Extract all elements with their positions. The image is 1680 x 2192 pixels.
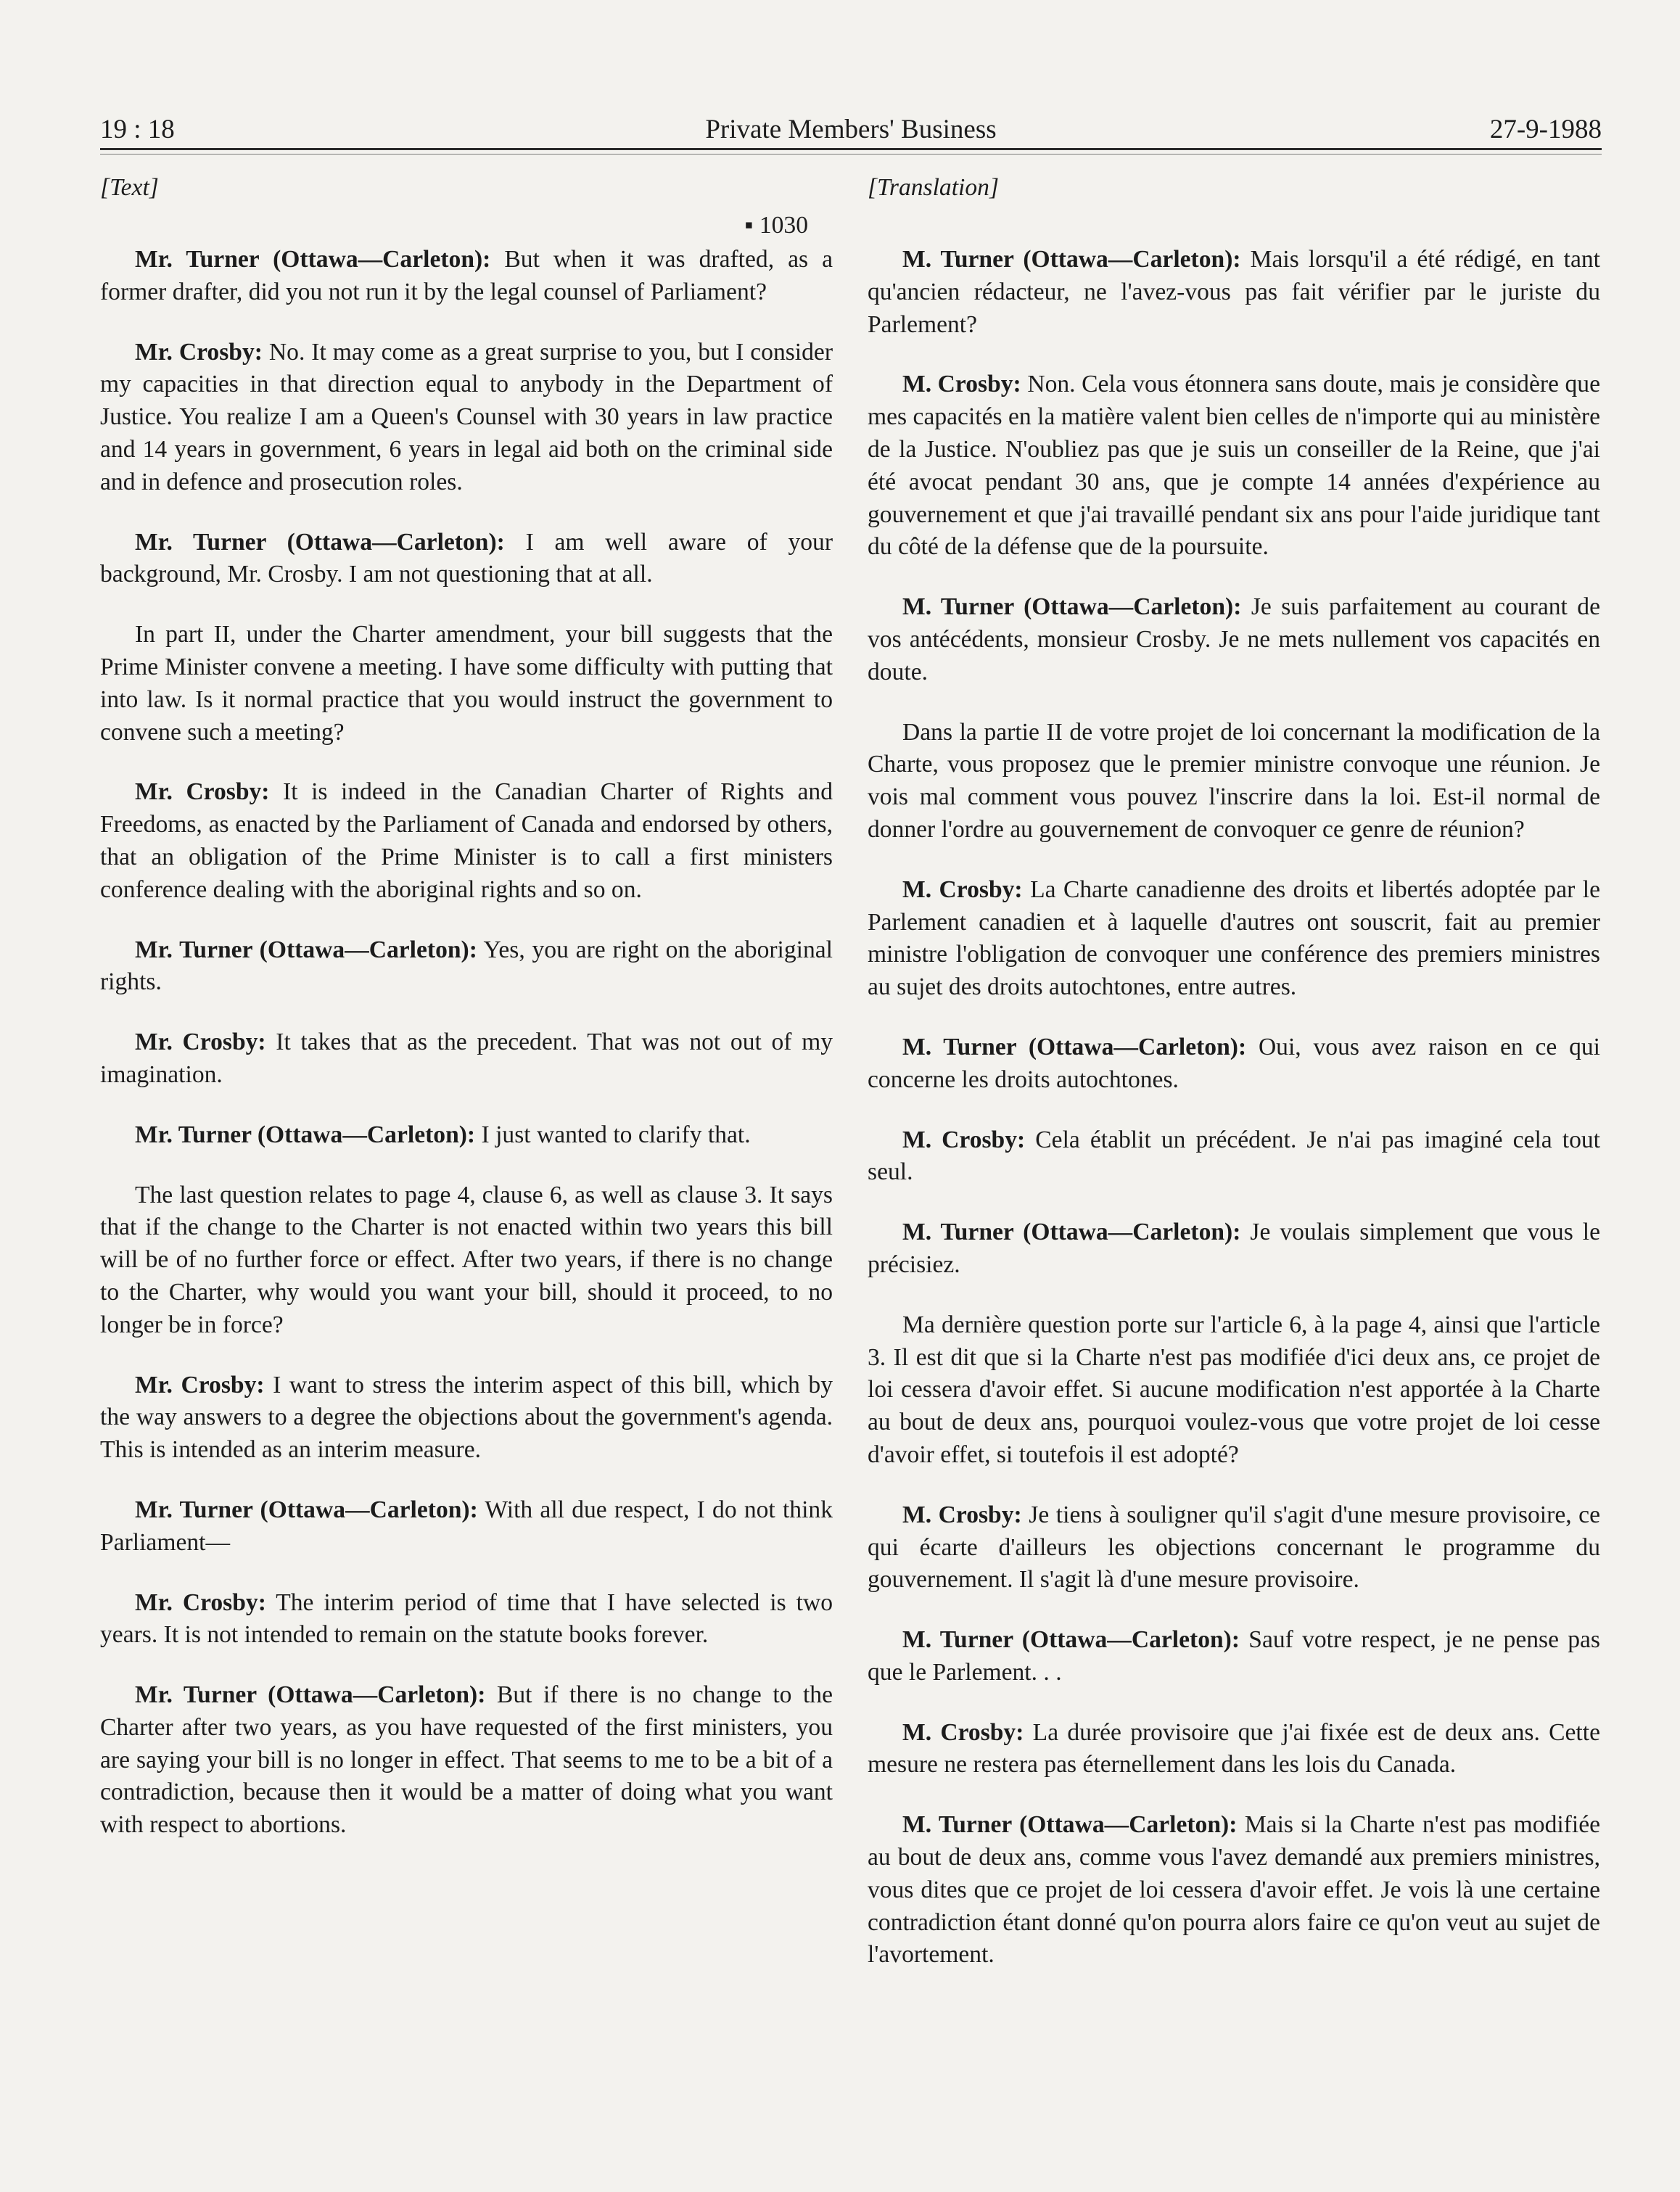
speaker-name: Mr. Crosby: xyxy=(135,1589,266,1616)
transcript-paragraph xyxy=(100,619,833,749)
speech-text: Yes, you are right on the aboriginal rights. xyxy=(100,936,833,996)
transcript-paragraph xyxy=(100,1494,833,1559)
speech-text: It is indeed in the Canadian Charter of Rights and Freedoms, as enacted by the Parliament of Canada and endorsed by others, that an obligation of the Prime Minister is to call a first ministers conference dealing with the aboriginal rights and so on. xyxy=(100,778,833,903)
speaker-name: M. Crosby: xyxy=(902,875,1023,903)
transcript-paragraph xyxy=(868,244,1600,341)
transcript-paragraph xyxy=(868,874,1600,1004)
speech-text: Dans la partie II de votre projet de loi concernant la modification de la Charte, vous proposez que le premier ministre convoque une réunion. Je vois mal comment vous pouvez l'inscrire dans la loi. Est-il normal de donner l'ordre au gouvernement de convoquer ce genre de réunion? xyxy=(868,718,1600,843)
column-label-translation: [Translation] xyxy=(868,174,1000,201)
french-column xyxy=(868,168,1600,1999)
speech-text: Je suis parfaitement au courant de vos antécédents, monsieur Crosby. Je ne mets nullement vos capacités en doute. xyxy=(868,593,1600,685)
speech-text: La Charte canadienne des droits et libertés adoptée par le Parlement canadien et à laquelle d'autres ont souscrit, fait au premier ministre l'obligation de convoquer une conférence des premiers ministres au sujet des droits autochtones, entre autres. xyxy=(868,875,1600,1001)
speech-text: Je tiens à souligner qu'il s'agit d'une mesure provisoire, ce qui écarte d'ailleurs les objections concernant le programme du gouvernement. Il s'agit là d'une mesure provisoire. xyxy=(868,1501,1600,1594)
page-title: Private Members' Business xyxy=(705,115,997,144)
english-transcript xyxy=(100,244,833,1842)
page-date: 27-9-1988 xyxy=(1489,115,1602,144)
speech-text: I want to stress the interim aspect of this bill, which by the way answers to a degree the objections about the government's agenda. This is intended as an interim measure. xyxy=(100,1371,833,1464)
transcript-paragraph xyxy=(868,1309,1600,1472)
speaker-name: M. Turner (Ottawa—Carleton): xyxy=(902,1811,1238,1839)
transcript-paragraph xyxy=(868,1809,1600,1971)
transcript-paragraph xyxy=(100,527,833,592)
transcript-paragraph xyxy=(100,1119,833,1152)
speaker-name: Mr. Crosby: xyxy=(135,338,263,366)
speech-text: Mais lorsqu'il a été rédigé, en tant qu'ancien rédacteur, ne l'avez-vous pas fait vérifier par le juriste du Parlement? xyxy=(868,246,1600,338)
speech-text: Sauf votre respect, je ne pense pas que le Parlement. . . xyxy=(868,1626,1600,1686)
speech-text: Mais si la Charte n'est pas modifiée au bout de deux ans, comme vous l'avez demandé aux premiers ministres, vous dites que ce projet de loi cessera d'avoir effet. Je vois là une certaine contradiction étant donné qu'on pourra alors faire ce qu'on veut au sujet de l'avortement. xyxy=(868,1811,1600,1969)
speech-text: It takes that as the precedent. That was not out of my imagination. xyxy=(100,1029,833,1088)
speech-text: The last question relates to page 4, clause 6, as well as clause 3. It says that if the change to the Charter is not enacted within two years this bill will be of no further force or effect. After two years, if there is no change to the Charter, why would you want your bill, should it proceed, to no longer be in force? xyxy=(100,1181,833,1338)
speaker-name: Mr. Turner (Ottawa—Carleton): xyxy=(135,936,477,963)
transcript-paragraph xyxy=(868,368,1600,564)
header-rule xyxy=(100,148,1602,150)
french-transcript xyxy=(868,244,1600,1971)
speech-text: Non. Cela vous étonnera sans doute, mais je considère que mes capacités en la matière valent bien celles de n'importe qui au ministère de la Justice. N'oubliez pas que je suis un conseiller de la Reine, que j'ai été avocat pendant 30 ans, que je compte 14 années d'expérience au gouvernement et que j'ai travaillé pendant six ans pour l'aide juridique tant du côté de la défense que de la poursuite. xyxy=(868,371,1600,561)
speaker-name: M. Crosby: xyxy=(902,1501,1022,1528)
transcript-paragraph xyxy=(100,1026,833,1092)
speech-text: Je voulais simplement que vous le précisiez. xyxy=(868,1219,1600,1278)
speaker-name: Mr. Crosby: xyxy=(135,1029,266,1056)
transcript-paragraph xyxy=(100,1179,833,1342)
speaker-name: M. Turner (Ottawa—Carleton): xyxy=(902,1626,1240,1654)
speech-text: Ma dernière question porte sur l'article 6, à la page 4, ainsi que l'article 3. Il est dit que si la Charte n'est pas modifiée d'ici deux ans, ce projet de loi cessera d'avoir effet. Si aucune modification n'est apportée à la Charte au bout de deux ans, pourquoi voulez-vous que votre projet de loi cesse d'avoir effet, si toutefois il est adopté? xyxy=(868,1311,1600,1468)
speaker-name: M. Crosby: xyxy=(902,1718,1024,1746)
page-number: 19 : 18 xyxy=(100,115,175,144)
english-column xyxy=(100,168,833,1869)
speaker-name: Mr. Turner (Ottawa—Carleton): xyxy=(135,1681,486,1709)
transcript-paragraph xyxy=(868,1717,1600,1782)
speaker-name: M. Turner (Ottawa—Carleton): xyxy=(902,1033,1247,1060)
speech-text: I am well aware of your background, Mr. Crosby. I am not questioning that at all. xyxy=(100,528,833,588)
speech-text: But when it was drafted, as a former drafter, did you not run it by the legal counsel of Parliament? xyxy=(100,246,833,305)
speech-text: Oui, vous avez raison en ce qui concerne les droits autochtones. xyxy=(868,1033,1600,1093)
speaker-name: Mr. Crosby: xyxy=(135,778,270,806)
speech-text: I just wanted to clarify that. xyxy=(475,1121,751,1148)
speech-text: No. It may come as a great surprise to you, but I consider my capacities in that direction equal to anybody in the Department of Justice. You realize I am a Queen's Counsel with 30 years in law practice and 14 years in government, 6 years in legal aid both on the criminal side and in defence and prosecution roles. xyxy=(100,338,833,495)
speaker-name: Mr. Turner (Ottawa—Carleton): xyxy=(135,1121,476,1148)
transcript-paragraph xyxy=(868,1216,1600,1282)
transcript-paragraph xyxy=(100,337,833,499)
transcript-paragraph xyxy=(868,1124,1600,1190)
transcript-paragraph xyxy=(100,244,833,309)
transcript-paragraph xyxy=(100,1587,833,1652)
transcript-paragraph xyxy=(868,1499,1600,1596)
timestamp: ▪ 1030 xyxy=(744,212,808,239)
speech-text: In part II, under the Charter amendment, your bill suggests that the Prime Minister convene a meeting. I have some difficulty with putting that into law. Is it normal practice that you would instruct the government to convene such a meeting? xyxy=(100,621,833,746)
speech-text: La durée provisoire que j'ai fixée est de deux ans. Cette mesure ne restera pas éternellement dans les lois du Canada. xyxy=(868,1718,1600,1779)
timestamp-value: 1030 xyxy=(759,212,808,239)
speaker-name: Mr. Turner (Ottawa—Carleton): xyxy=(135,528,505,556)
transcript-paragraph xyxy=(868,717,1600,846)
speech-text: The interim period of time that I have selected is two years. It is not intended to remain on the statute books forever. xyxy=(100,1589,833,1649)
transcript-paragraph xyxy=(100,1679,833,1842)
transcript-paragraph xyxy=(100,1369,833,1467)
transcript-paragraph xyxy=(868,591,1600,688)
speaker-name: Mr. Turner (Ottawa—Carleton): xyxy=(135,246,491,273)
page-header xyxy=(100,110,1602,149)
speaker-name: M. Turner (Ottawa—Carleton): xyxy=(902,246,1241,273)
speaker-name: M. Crosby: xyxy=(902,1126,1026,1153)
speaker-name: M. Turner (Ottawa—Carleton): xyxy=(902,1219,1241,1246)
speaker-name: Mr. Turner (Ottawa—Carleton): xyxy=(135,1496,478,1523)
speech-text: But if there is no change to the Charter after two years, as you have requested of the first ministers, you are saying your bill is no longer in effect. That seems to me to be a bit of a contradiction, because then it would be a matter of doing what you want with respect to abortions. xyxy=(100,1681,833,1839)
column-spacer xyxy=(868,207,1600,244)
transcript-paragraph xyxy=(100,934,833,1000)
transcript-paragraph xyxy=(868,1031,1600,1097)
speaker-name: Mr. Crosby: xyxy=(135,1371,265,1398)
transcript-paragraph xyxy=(100,776,833,906)
column-label-text: [Text] xyxy=(100,174,159,201)
speech-text: With all due respect, I do not think Parliament— xyxy=(100,1496,833,1556)
speaker-name: M. Turner (Ottawa—Carleton): xyxy=(902,593,1242,621)
speech-text: Cela établit un précédent. Je n'ai pas imaginé cela tout seul. xyxy=(868,1126,1600,1186)
speaker-name: M. Crosby: xyxy=(902,371,1021,398)
transcript-paragraph xyxy=(868,1624,1600,1689)
